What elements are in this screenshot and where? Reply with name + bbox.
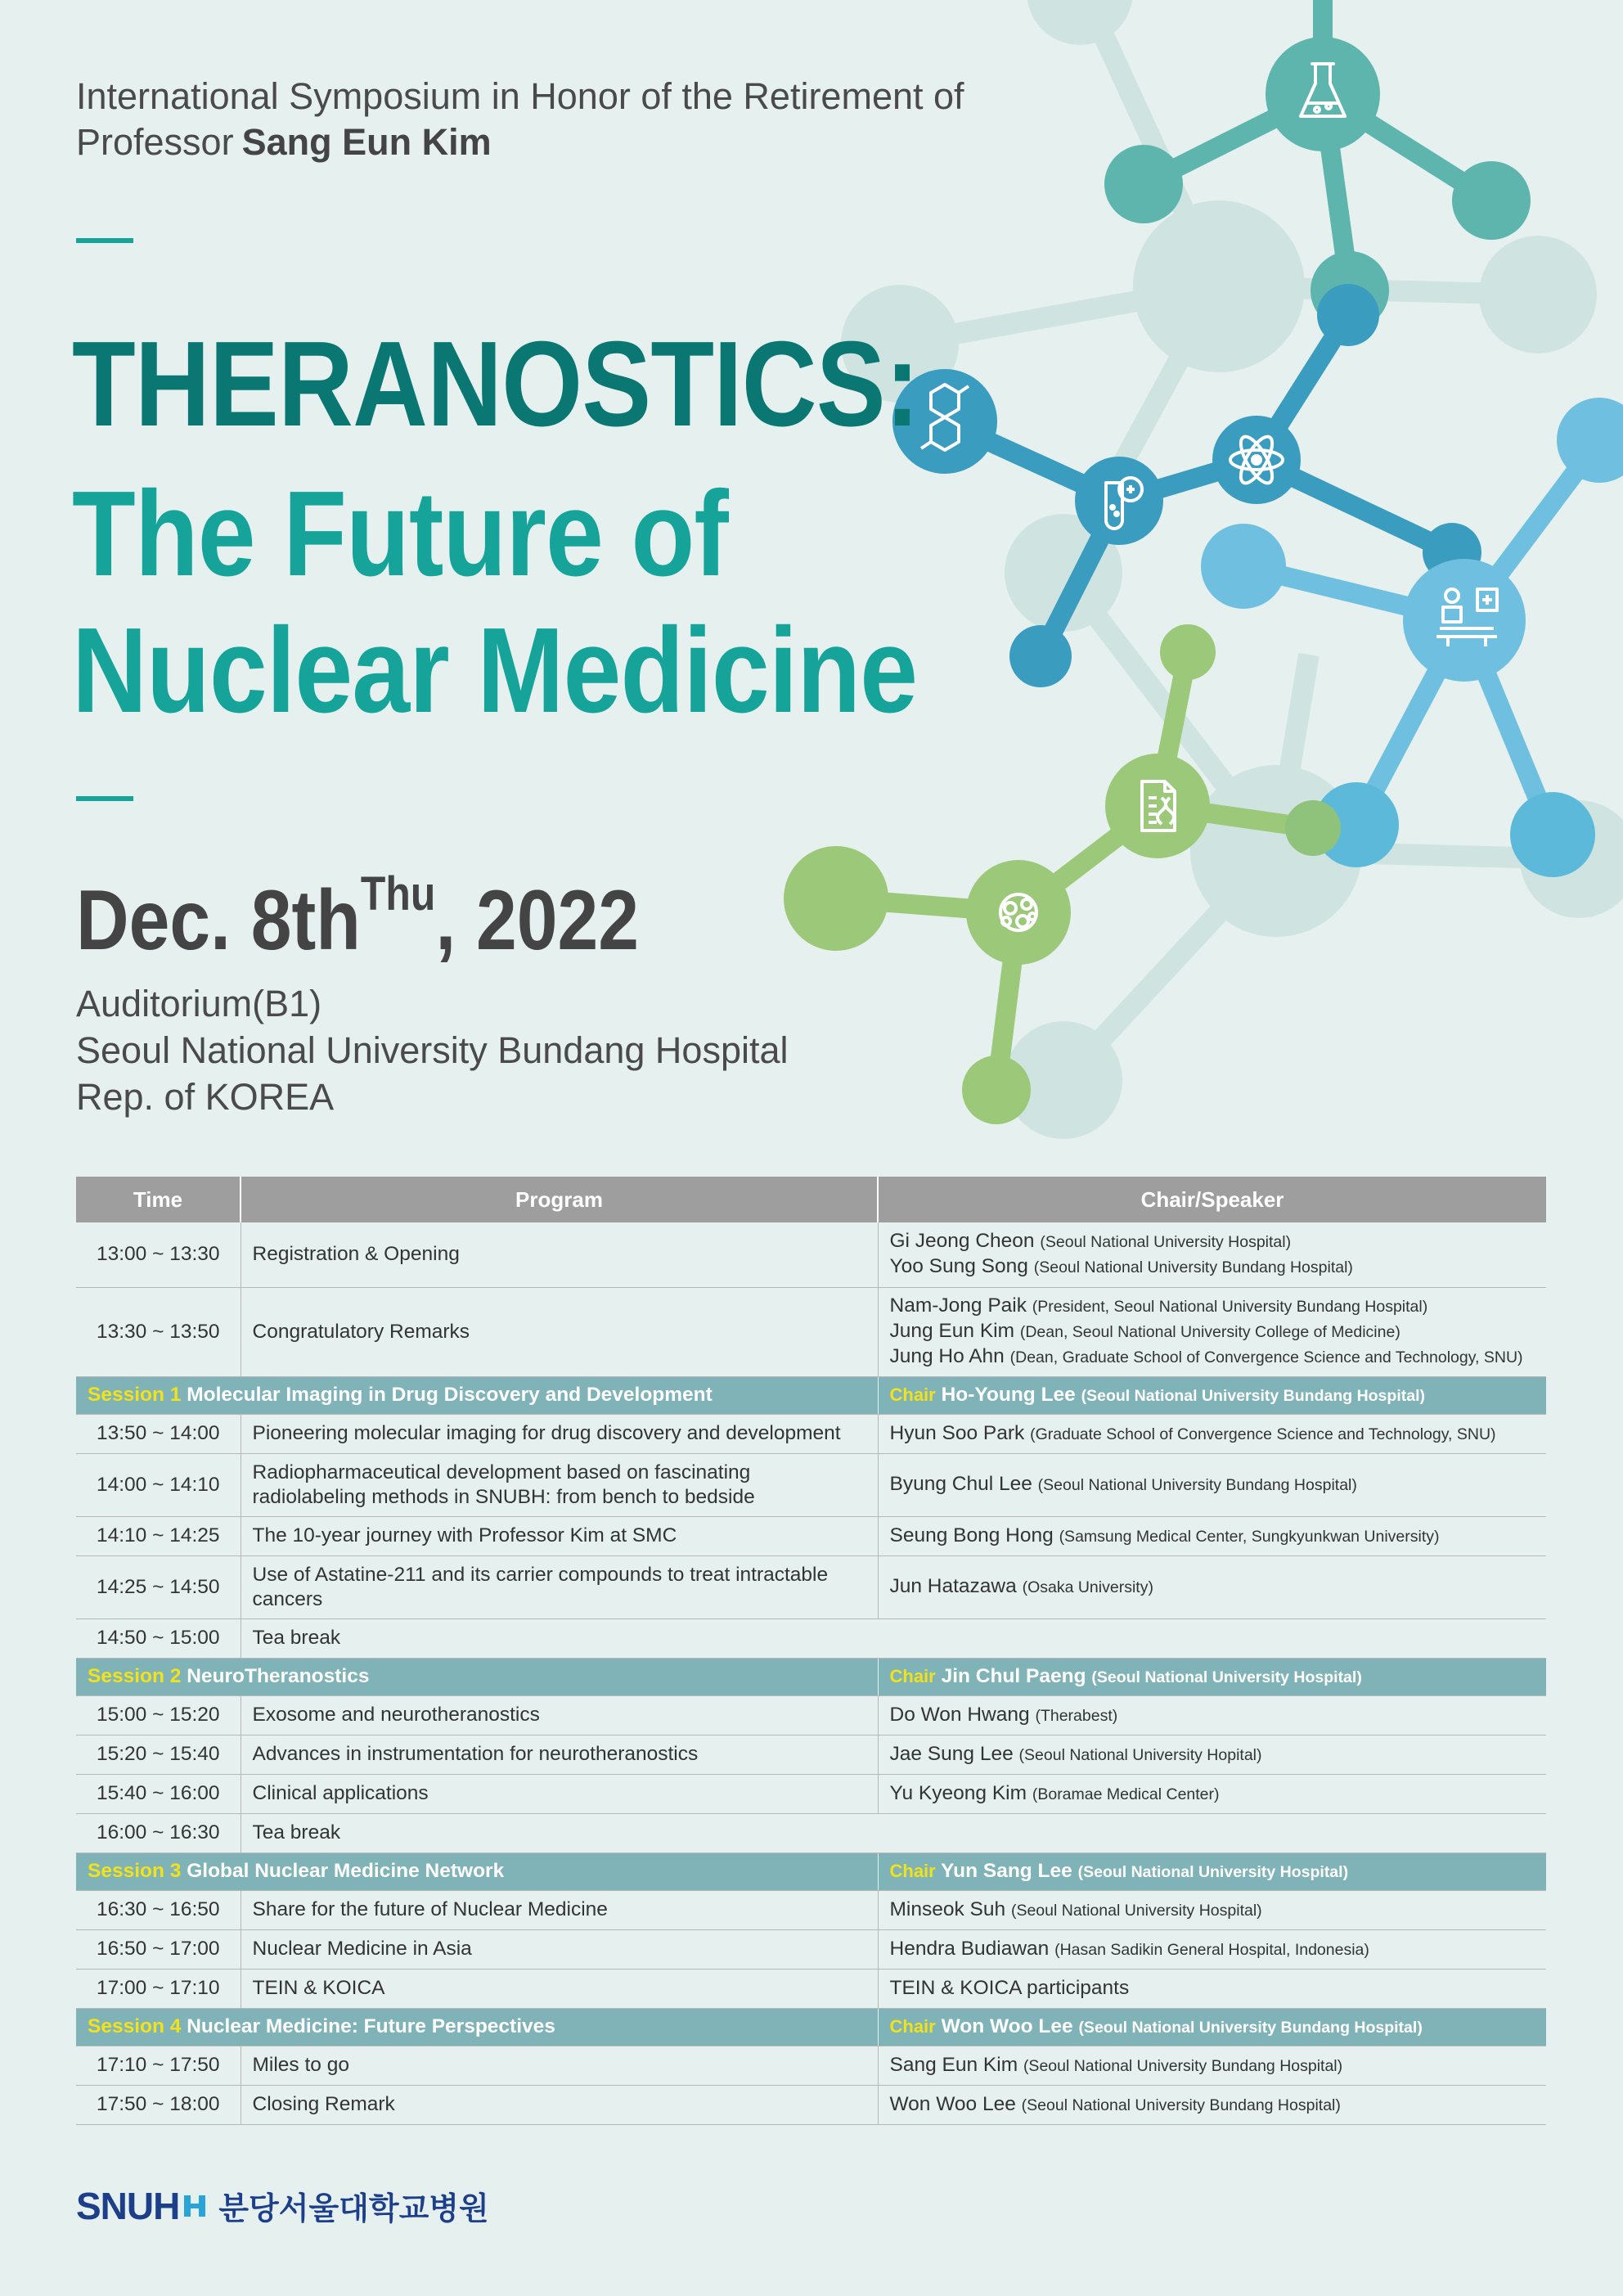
speaker-entry	[890, 1344, 1535, 1370]
speaker-affiliation: (Seoul National University Hospital)	[1040, 1233, 1292, 1252]
time-cell: 14:10 ~ 14:25	[76, 1516, 241, 1555]
table-row	[76, 1735, 1546, 1774]
speaker-entry	[890, 1254, 1535, 1280]
session-header-row	[76, 1853, 1546, 1890]
speaker-name: Jung Eun Kim	[889, 1320, 1015, 1342]
chair-label: Chair	[889, 2015, 936, 2037]
time-cell: 13:30 ~ 13:50	[76, 1287, 241, 1376]
event-venue	[76, 980, 789, 1120]
divider-dash-top	[76, 238, 133, 243]
table-row	[76, 1890, 1546, 1929]
symposium-subtitle	[76, 74, 964, 165]
header-time: Time	[76, 1177, 241, 1222]
session-label: Session 1	[88, 1384, 182, 1406]
time-cell: 17:50 ~ 18:00	[76, 2085, 241, 2124]
speaker-affiliation: (President, Seoul National University Bundang Hospital)	[1032, 1298, 1428, 1316]
speaker-affiliation: (Samsung Medical Center, Sungkyunkwan University)	[1059, 1527, 1440, 1546]
program-cell: Miles to go	[241, 2046, 878, 2085]
speaker-affiliation: (Seoul National University Bundang Hospital)	[1033, 1258, 1353, 1277]
time-cell: 16:30 ~ 16:50	[76, 1890, 241, 1929]
chair-affiliation: (Seoul National University Hospital)	[1091, 1668, 1362, 1686]
program-cell: Advances in instrumentation for neurotheranostics	[241, 1735, 878, 1774]
speaker-cell	[878, 1287, 1546, 1376]
subtitle-line2	[76, 119, 964, 165]
speaker-affiliation: (Dean, Seoul National University College of Medicine)	[1019, 1323, 1400, 1341]
session-title: Nuclear Medicine: Future Perspectives	[187, 2015, 555, 2037]
hospital-logo	[76, 2183, 489, 2228]
chair-affiliation: (Seoul National University Bundang Hospital)	[1081, 1386, 1425, 1405]
program-cell: Pioneering molecular imaging for drug discovery and development	[241, 1414, 878, 1453]
session-title-cell	[76, 1376, 878, 1414]
tea-break-cell: Tea break	[241, 1813, 1546, 1853]
snuh-logo-text: SNUH	[76, 2184, 180, 2227]
session-label: Session 3	[88, 1860, 182, 1882]
program-cell: Nuclear Medicine in Asia	[241, 1929, 878, 1969]
venue-line2: Seoul National University Bundang Hospital	[76, 1029, 789, 1071]
table-row	[76, 2085, 1546, 2124]
speaker-cell	[878, 1414, 1546, 1453]
snuh-mark-icon	[182, 2192, 207, 2220]
speaker-cell	[878, 2046, 1546, 2085]
table-row	[76, 1695, 1546, 1735]
speaker-entry	[890, 1524, 1535, 1549]
speaker-name: Hyun Soo Park	[889, 1421, 1025, 1444]
date-main: Dec. 8th	[76, 873, 361, 968]
table-row	[76, 1287, 1546, 1376]
speaker-name: Jae Sung Lee	[889, 1742, 1014, 1765]
speaker-affiliation: (Seoul National University Hopital)	[1018, 1745, 1262, 1764]
chair-affiliation: (Seoul National University Bundang Hospital)	[1078, 2018, 1423, 2037]
table-row	[76, 2046, 1546, 2085]
speaker-affiliation: (Seoul National University Hospital)	[1010, 1901, 1262, 1920]
speaker-name: Yoo Sung Song	[889, 1255, 1028, 1278]
program-cell: Use of Astatine-211 and its carrier compounds to treat intractable cancers	[241, 1555, 878, 1618]
speaker-name: Jun Hatazawa	[889, 1575, 1017, 1597]
time-cell: 13:00 ~ 13:30	[76, 1222, 241, 1287]
table-row	[76, 1969, 1546, 2008]
subtitle-line1: International Symposium in Honor of the Retirement of	[76, 75, 964, 117]
speaker-cell	[878, 1555, 1546, 1618]
time-cell: 13:50 ~ 14:00	[76, 1414, 241, 1453]
speaker-cell	[878, 1969, 1546, 2008]
program-cell: TEIN & KOICA	[241, 1969, 878, 2008]
speaker-name: Nam-Jong Paik	[889, 1294, 1027, 1317]
program-cell: The 10-year journey with Professor Kim at SMC	[241, 1516, 878, 1555]
table-row	[76, 1414, 1546, 1453]
professor-name: Sang Eun Kim	[241, 121, 492, 163]
speaker-name: Hendra Budiawan	[889, 1937, 1050, 1960]
session-label: Session 4	[88, 2015, 182, 2037]
time-cell: 14:50 ~ 15:00	[76, 1618, 241, 1658]
time-cell: 14:00 ~ 14:10	[76, 1453, 241, 1516]
speaker-cell	[878, 1516, 1546, 1555]
speaker-cell	[878, 1890, 1546, 1929]
chair-name: Ho-Young Lee	[941, 1383, 1076, 1406]
speaker-entry	[890, 1319, 1535, 1344]
program-cell: Radiopharmaceutical development based on fascinating radiolabeling methods in SNUBH: from bench to bedside	[241, 1453, 878, 1516]
chair-label: Chair	[889, 1665, 936, 1686]
speaker-entry	[890, 1421, 1535, 1447]
speaker-entry	[890, 1781, 1535, 1807]
time-cell: 15:00 ~ 15:20	[76, 1695, 241, 1735]
time-cell: 17:00 ~ 17:10	[76, 1969, 241, 2008]
chair-label: Chair	[889, 1384, 936, 1405]
speaker-name: Do Won Hwang	[889, 1703, 1030, 1726]
subtitle-prefix: Professor	[76, 121, 234, 163]
time-cell: 14:25 ~ 14:50	[76, 1555, 241, 1618]
chair-name: Won Woo Lee	[941, 2015, 1073, 2037]
speaker-name: Yu Kyeong Kim	[889, 1781, 1027, 1804]
date-day: Thu	[360, 867, 436, 921]
table-row	[76, 1555, 1546, 1618]
speaker-name: Seung Bong Hong	[889, 1524, 1054, 1546]
session-chair-cell	[878, 1658, 1546, 1695]
speaker-entry	[890, 1742, 1535, 1767]
date-year: , 2022	[435, 873, 640, 968]
venue-line1: Auditorium(B1)	[76, 983, 322, 1024]
session-header-row	[76, 1658, 1546, 1695]
chair-name: Jin Chul Paeng	[941, 1664, 1086, 1687]
speaker-affiliation: (Hasan Sadikin General Hospital, Indonesia)	[1054, 1940, 1369, 1959]
time-cell: 16:00 ~ 16:30	[76, 1813, 241, 1853]
program-cell: Congratulatory Remarks	[241, 1287, 878, 1376]
session-title-cell	[76, 1853, 878, 1890]
chair-label: Chair	[889, 1860, 936, 1881]
table-row	[76, 1222, 1546, 1287]
chair-affiliation: (Seoul National University Hospital)	[1077, 1862, 1349, 1881]
speaker-affiliation: (Seoul National University Bundang Hospital)	[1023, 2056, 1343, 2075]
speaker-entry	[890, 2092, 1535, 2118]
speaker-entry	[890, 2053, 1535, 2078]
speaker-cell	[878, 2085, 1546, 2124]
title-line1: THERANOSTICS:	[72, 317, 919, 452]
program-cell: Clinical applications	[241, 1774, 878, 1813]
session-header-row	[76, 1376, 1546, 1414]
venue-line3: Rep. of KOREA	[76, 1076, 335, 1118]
chair-name: Yun Sang Lee	[941, 1859, 1072, 1882]
speaker-entry	[890, 1976, 1535, 2001]
program-cell: Share for the future of Nuclear Medicine	[241, 1890, 878, 1929]
speaker-affiliation: (Therabest)	[1035, 1706, 1118, 1725]
speaker-affiliation: (Seoul National University Bundang Hospital)	[1021, 2096, 1341, 2114]
speaker-affiliation: (Osaka University)	[1022, 1578, 1153, 1596]
tea-break-row	[76, 1618, 1546, 1658]
speaker-affiliation: (Boramae Medical Center)	[1032, 1785, 1220, 1803]
speaker-cell	[878, 1929, 1546, 1969]
session-title-cell	[76, 1658, 878, 1695]
session-label: Session 2	[88, 1665, 182, 1687]
speaker-entry	[890, 1472, 1535, 1497]
tea-break-row	[76, 1813, 1546, 1853]
session-chair-cell	[878, 1376, 1546, 1414]
speaker-entry	[890, 1574, 1535, 1600]
speaker-cell	[878, 1453, 1546, 1516]
program-table	[76, 1177, 1546, 2125]
tea-break-cell: Tea break	[241, 1618, 1546, 1658]
header-program: Program	[241, 1177, 878, 1222]
speaker-name: TEIN & KOICA participants	[889, 1976, 1130, 1999]
program-table-body	[76, 1222, 1546, 2124]
speaker-entry	[890, 1703, 1535, 1728]
speaker-entry	[890, 1898, 1535, 1923]
table-row	[76, 1516, 1546, 1555]
session-header-row	[76, 2008, 1546, 2046]
speaker-name: Byung Chul Lee	[889, 1473, 1032, 1495]
speaker-entry	[890, 1937, 1535, 1962]
speaker-entry	[890, 1294, 1535, 1319]
speaker-name: Gi Jeong Cheon	[889, 1230, 1035, 1253]
divider-dash-bottom	[76, 796, 133, 801]
event-date	[76, 867, 640, 970]
speaker-affiliation: (Graduate School of Convergence Science and Technology, SNU)	[1030, 1425, 1496, 1443]
table-row	[76, 1453, 1546, 1516]
speaker-cell	[878, 1222, 1546, 1287]
time-cell: 16:50 ~ 17:00	[76, 1929, 241, 1969]
table-header-row	[76, 1177, 1546, 1222]
speaker-affiliation: (Dean, Graduate School of Convergence Science and Technology, SNU)	[1009, 1348, 1523, 1366]
header-speaker: Chair/Speaker	[878, 1177, 1546, 1222]
session-chair-cell	[878, 2008, 1546, 2046]
time-cell: 15:20 ~ 15:40	[76, 1735, 241, 1774]
speaker-affiliation: (Seoul National University Bundang Hospital)	[1037, 1476, 1357, 1494]
session-title: NeuroTheranostics	[187, 1665, 370, 1687]
speaker-name: Jung Ho Ahn	[889, 1345, 1005, 1367]
title-line2: The Future of	[72, 466, 728, 601]
speaker-cell	[878, 1695, 1546, 1735]
time-cell: 17:10 ~ 17:50	[76, 2046, 241, 2085]
speaker-name: Minseok Suh	[889, 1898, 1006, 1920]
table-row	[76, 1774, 1546, 1813]
time-cell: 15:40 ~ 16:00	[76, 1774, 241, 1813]
table-row	[76, 1929, 1546, 1969]
speaker-cell	[878, 1735, 1546, 1774]
session-chair-cell	[878, 1853, 1546, 1890]
program-cell: Registration & Opening	[241, 1222, 878, 1287]
session-title-cell	[76, 2008, 878, 2046]
hospital-name-korean: 분당서울대학교병원	[218, 2192, 489, 2226]
program-cell: Closing Remark	[241, 2085, 878, 2124]
speaker-name: Sang Eun Kim	[889, 2053, 1018, 2076]
speaker-cell	[878, 1774, 1546, 1813]
session-title: Global Nuclear Medicine Network	[187, 1860, 505, 1882]
session-title: Molecular Imaging in Drug Discovery and Development	[187, 1384, 713, 1406]
speaker-name: Won Woo Lee	[889, 2092, 1016, 2115]
program-cell: Exosome and neurotheranostics	[241, 1695, 878, 1735]
speaker-entry	[890, 1229, 1535, 1254]
title-line3: Nuclear Medicine	[72, 603, 918, 738]
